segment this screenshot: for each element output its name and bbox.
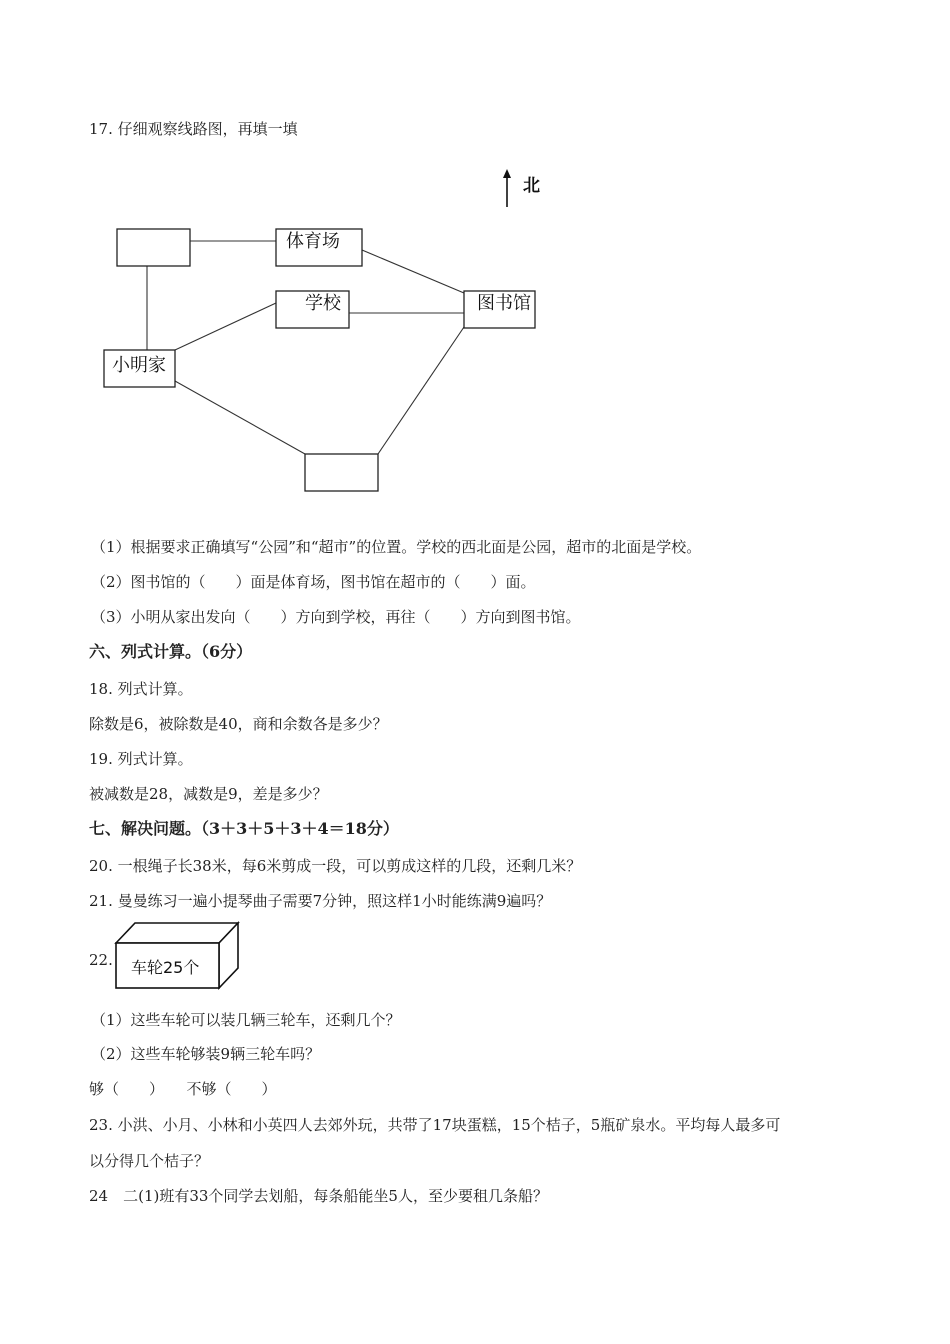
- q24-text: 24 二(1)班有33个同学去划船，每条船能坐5人，至少要租几条船？: [89, 1187, 548, 1205]
- q18-title: 18. 列式计算。: [89, 680, 193, 698]
- route-gym-library: [362, 250, 464, 293]
- route-home-school: [175, 303, 276, 350]
- q23-line1: 23. 小洪、小月、小林和小英四人去郊外玩，共带了17块蛋糕，15个桔子，5瓶矿泉水。平均每人最多可: [89, 1116, 781, 1134]
- q23-line2: 以分得几个桔子？: [89, 1152, 210, 1170]
- q18-text: 除数是6，被除数是40，商和余数各是多少？: [89, 715, 388, 733]
- place-box-blank-bottom: [305, 454, 378, 491]
- q19-text: 被减数是28，减数是9，差是多少？: [89, 785, 328, 803]
- q22-options: 够（ ） 不够（ ）: [89, 1080, 277, 1098]
- q17-sub2: （2）图书馆的（ ）面是体育场，图书馆在超市的（ ）面。: [91, 573, 536, 591]
- q17-title: 17. 仔细观察线路图，再填一填: [89, 120, 298, 138]
- place-box-blank-nw: [117, 229, 190, 266]
- route-bottom-library: [378, 327, 464, 454]
- q22-sub1: （1）这些车轮可以装几辆三轮车，还剩几个？: [91, 1011, 401, 1029]
- wheel-box-picture: [116, 923, 238, 988]
- q22-number: 22.: [89, 951, 113, 969]
- route-home-bottom: [175, 381, 305, 454]
- north-arrow-icon: [503, 169, 511, 207]
- north-label: 北: [523, 176, 540, 196]
- section7-heading: 七、解决问题。（3＋3＋5＋3＋4＝18分）: [89, 819, 399, 838]
- place-home: 小明家: [112, 355, 166, 376]
- q17-sub3: （3）小明从家出发向（ ）方向到学校，再往（ ）方向到图书馆。: [91, 608, 581, 626]
- q20-text: 20. 一根绳子长38米，每6米剪成一段，可以剪成这样的几段，还剩几米？: [89, 857, 582, 875]
- place-school: 学校: [305, 293, 341, 314]
- section6-heading: 六、列式计算。（6分）: [89, 642, 253, 661]
- q19-title: 19. 列式计算。: [89, 750, 193, 768]
- q22-sub2: （2）这些车轮够装9辆三轮车吗？: [91, 1045, 321, 1063]
- place-library: 图书馆: [477, 293, 531, 314]
- place-gym: 体育场: [286, 231, 340, 252]
- q17-sub1: （1）根据要求正确填写“公园”和“超市”的位置。学校的西北面是公园，超市的北面是学校。: [91, 538, 702, 556]
- wheel-box-label: 车轮25个: [131, 958, 200, 977]
- q21-text: 21. 曼曼练习一遍小提琴曲子需要7分钟，照这样1小时能练满9遍吗？: [89, 892, 552, 910]
